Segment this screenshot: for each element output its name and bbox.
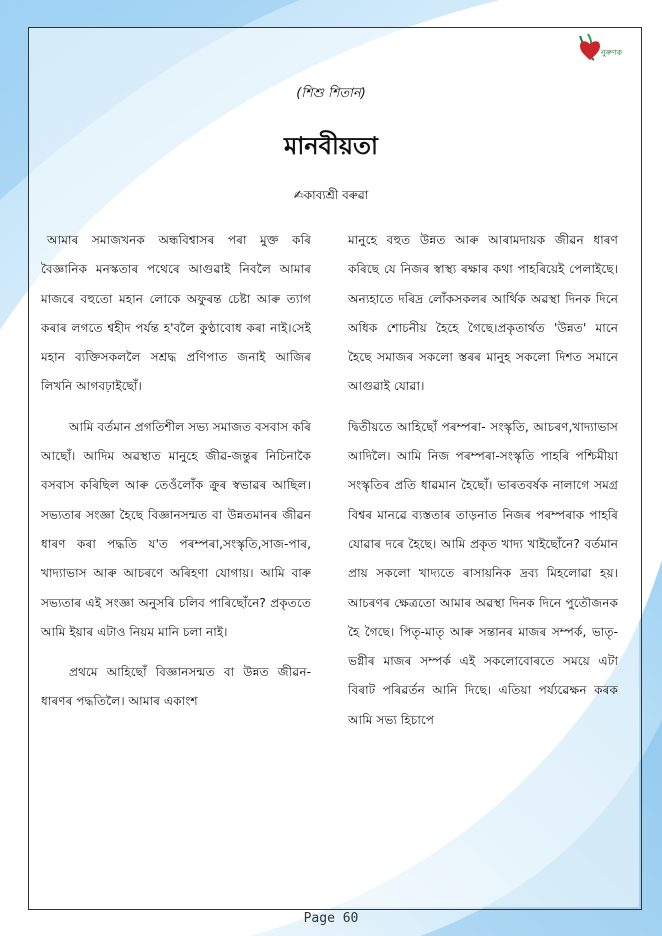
page-number: Page 60	[303, 911, 359, 926]
article-title: মানবীয়তা	[284, 132, 378, 160]
author-line: ✍কাব্যশ্ৰী বৰুৱা	[293, 188, 369, 202]
paragraph: আমাৰ সমাজখনক অন্ধবিশ্বাসৰ পৰা মুক্ত কৰি বৈজ্ঞানিক মনস্কতাৰ পথেৰে আগুৱাই নিবলৈ আমাৰ মাজৰে বহুতো মহান লোকে অফুৰন্ত চেষ্টা আৰু ত্যাগ কৰাৰ লগতে শ্বহীদ পৰ্যন্ত হ'বলৈ কুণ্ঠাবোধ কৰা নাই।সেই মহান ব্যক্তিসকললৈ সশ্ৰদ্ধ প্ৰণিপাত জনাই আজিৰ লিখনি আগবঢ়াইছোঁ।	[41, 233, 311, 394]
paragraph: মানুহে বহুত উন্নত আৰু আৰামদায়ক জীৱন ধাৰণ কৰিছে যে নিজৰ স্বাস্থ্য ৰক্ষাৰ কথা পাহৰিয়েই পেলাইছে। অন্যহাতে দৰিদ্ৰ লোঁকসকলৰ আৰ্থিক অৱস্থা দিনক দিনে অধিক শোচনীয় হৈহে গৈছে।প্ৰকৃতাৰ্থত 'উন্নত' মানে হৈছে সমাজৰ সকলো স্তৰৰ মানুহ সকলো দিশত সমানে আগুৱাই যোৱা।	[348, 233, 618, 394]
section-category: (শিশু শিতান)	[296, 86, 366, 101]
right-column	[348, 226, 618, 746]
paragraph: দ্বিতীয়তে আহিছোঁ পৰম্পৰা- সংস্কৃতি, আচৰণ,খাদ্যাভাস আদিলৈ। আমি নিজ পৰম্পৰা-সংস্কৃতি পাহৰি পশ্চিমীয়া সংস্কৃতিৰ প্ৰতি ধাৱমান হৈছোঁ। ভাৰতবৰ্ষক নালাগে সমগ্ৰ বিশ্বৰ মানৱে ব্যস্ততাৰ তাড়নাত নিজৰ পৰম্পৰাক পাহৰি যোৱাৰ দৰে হৈছে। আমি প্ৰকৃত খাদ্য খাইছোঁনে? বৰ্তমান প্ৰায় সকলো খাদ্যতে ৰাসায়নিক দ্ৰব্য মিহলোৱা হয়। আচৰণৰ ক্ষেত্ৰতো আমাৰ অৱস্থা দিনক দিনে পুতৌজনক হৈ গৈছে। পিতৃ-মাতৃ আৰু সন্তানৰ মাজৰ সম্পৰ্ক, ভাতৃ-ভগ্নীৰ মাজৰ সম্পৰ্ক এই সকলোবোৰতে সময়ে এটা বিৰাট পৰিৱৰ্তন আনি দিছে। এতিয়া পৰ্য্যৱেক্ষন কৰক আমি সভ্য হিচাপে	[348, 419, 618, 727]
paragraph: আমি বৰ্তমান প্ৰগতিশীল সভ্য সমাজত বসবাস কৰি আছোঁ। আদিম অৱস্থাত মানুহে জীৱ-জন্তুৰ নিচিনাকৈ বসবাস কৰিছিল আৰু তেওঁলোঁক ক্ৰুৰ স্বভাৱৰ আছিল। সভ্যতাৰ সংজ্ঞা হৈছে বিজ্ঞানসন্মত বা উন্নতমানৰ জীৱন ধাৰণ কৰা পদ্ধতি য'ত পৰম্পৰা,সংস্কৃতি,সাজ-পাৰ, খাদ্যাভাস আৰু আচৰণে অৰিহণা যোগায়। আমি বাৰু সভ্যতাৰ এই সংজ্ঞা অনুসৰি চলিব পাৰিছোঁনে? প্ৰকৃততে আমি ইয়াৰ এটাও নিয়ম মানি চলা নাই।	[41, 419, 311, 639]
left-column	[41, 226, 311, 728]
paragraph: প্ৰথমে আহিছোঁ বিজ্ঞানসন্মত বা উন্নত জীৱন-ধাৰণৰ পদ্ধতিলৈ। আমাৰ একাংশ	[41, 665, 311, 709]
logo-text: নুৰুণক	[601, 48, 623, 57]
